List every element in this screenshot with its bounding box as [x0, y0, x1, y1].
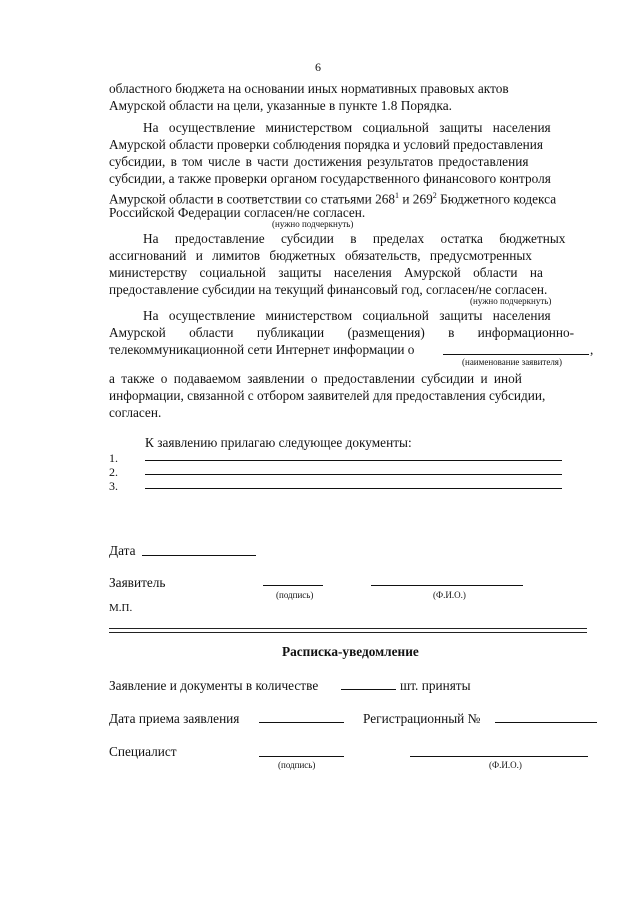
para1-line: Амурской области на цели, указанные в пункте 1.8 Порядка.: [109, 98, 452, 113]
page-number: 6: [315, 60, 321, 74]
para2-line: Российской Федерации согласен/не согласен.: [109, 205, 366, 220]
attachment-line-2[interactable]: [145, 474, 562, 475]
para2-articles-text: Амурской области в соответствии со статьями 268: [109, 191, 396, 207]
para2-line: субсидии, а также проверки органом государственного финансового контроля: [109, 171, 551, 186]
registration-label: Регистрационный №: [363, 711, 481, 726]
para3-line: министерству социальной защиты населения Амурской области на: [109, 265, 543, 280]
attachment-number: 1.: [109, 451, 118, 465]
fio-caption: (Ф.И.О.): [489, 760, 522, 770]
receipt-date-field[interactable]: [259, 722, 344, 723]
para3-line: На предоставление субсидии в пределах остатка бюджетных: [143, 231, 566, 246]
footnote-mark: 2: [432, 191, 437, 200]
applicant-fio-field[interactable]: [371, 585, 523, 586]
para2-line: На осуществление министерством социальной защиты населения: [143, 120, 551, 135]
footnote-mark: 1: [395, 191, 400, 200]
attachment-number: 3.: [109, 479, 118, 493]
registration-number-field[interactable]: [495, 722, 597, 723]
para3-line: ассигнований и лимитов бюджетных обязательств, предусмотренных: [109, 248, 532, 263]
para2-articles-text: и 269: [399, 191, 433, 207]
underline-note: (нужно подчеркнуть): [272, 219, 354, 229]
date-field[interactable]: [142, 555, 256, 556]
para1-line: областного бюджета на основании иных нормативных правовых актов: [109, 81, 509, 96]
attachment-number: 2.: [109, 465, 118, 479]
signature-caption: (подпись): [278, 760, 316, 770]
receipt-count-label: Заявление и документы в количестве: [109, 678, 319, 693]
underline-note: (нужно подчеркнуть): [470, 296, 552, 306]
applicant-label: Заявитель: [109, 575, 166, 590]
receipt-count-suffix: шт. приняты: [400, 678, 471, 693]
separator-line: [109, 628, 587, 633]
para2-articles-text: Бюджетного кодекса: [436, 191, 557, 207]
para4-line: На осуществление министерством социальной защиты населения: [143, 308, 551, 323]
stamp-label: М.П.: [109, 602, 133, 614]
attachment-line-1[interactable]: [145, 460, 562, 461]
attachments-intro: К заявлению прилагаю следующее документы:: [145, 435, 412, 450]
attachment-line-3[interactable]: [145, 488, 562, 489]
para4-line: информации, связанной с отбором заявителей для предоставления субсидии,: [109, 388, 546, 403]
applicant-signature-field[interactable]: [263, 585, 323, 586]
signature-caption: (подпись): [276, 590, 314, 600]
specialist-label: Специалист: [109, 744, 177, 759]
para4-line: а также о подаваемом заявлении о предоставлении субсидии и иной: [109, 371, 522, 386]
applicant-name-caption: (наименование заявителя): [462, 357, 562, 367]
receipt-date-label: Дата приема заявления: [109, 711, 240, 726]
para3-line: предоставление субсидии на текущий финансовый год, согласен/не согласен.: [109, 282, 548, 297]
specialist-fio-field[interactable]: [410, 756, 588, 757]
receipt-title: Расписка-уведомление: [282, 644, 419, 659]
specialist-signature-field[interactable]: [259, 756, 344, 757]
para4-line: согласен.: [109, 405, 162, 420]
para4-line: телекоммуникационной сети Интернет информации о: [109, 342, 415, 357]
para4-line: Амурской области публикации (размещения) в информационно-: [109, 325, 575, 340]
comma: ,: [590, 342, 594, 357]
date-label: Дата: [109, 543, 136, 558]
applicant-name-field[interactable]: [443, 354, 589, 355]
receipt-count-field[interactable]: [341, 689, 396, 690]
fio-caption: (Ф.И.О.): [433, 590, 466, 600]
para2-line: Амурской области проверки соблюдения порядка и условий предоставления: [109, 137, 544, 152]
para2-line: субсидии, в том числе в части достижения результатов предоставления: [109, 154, 529, 169]
